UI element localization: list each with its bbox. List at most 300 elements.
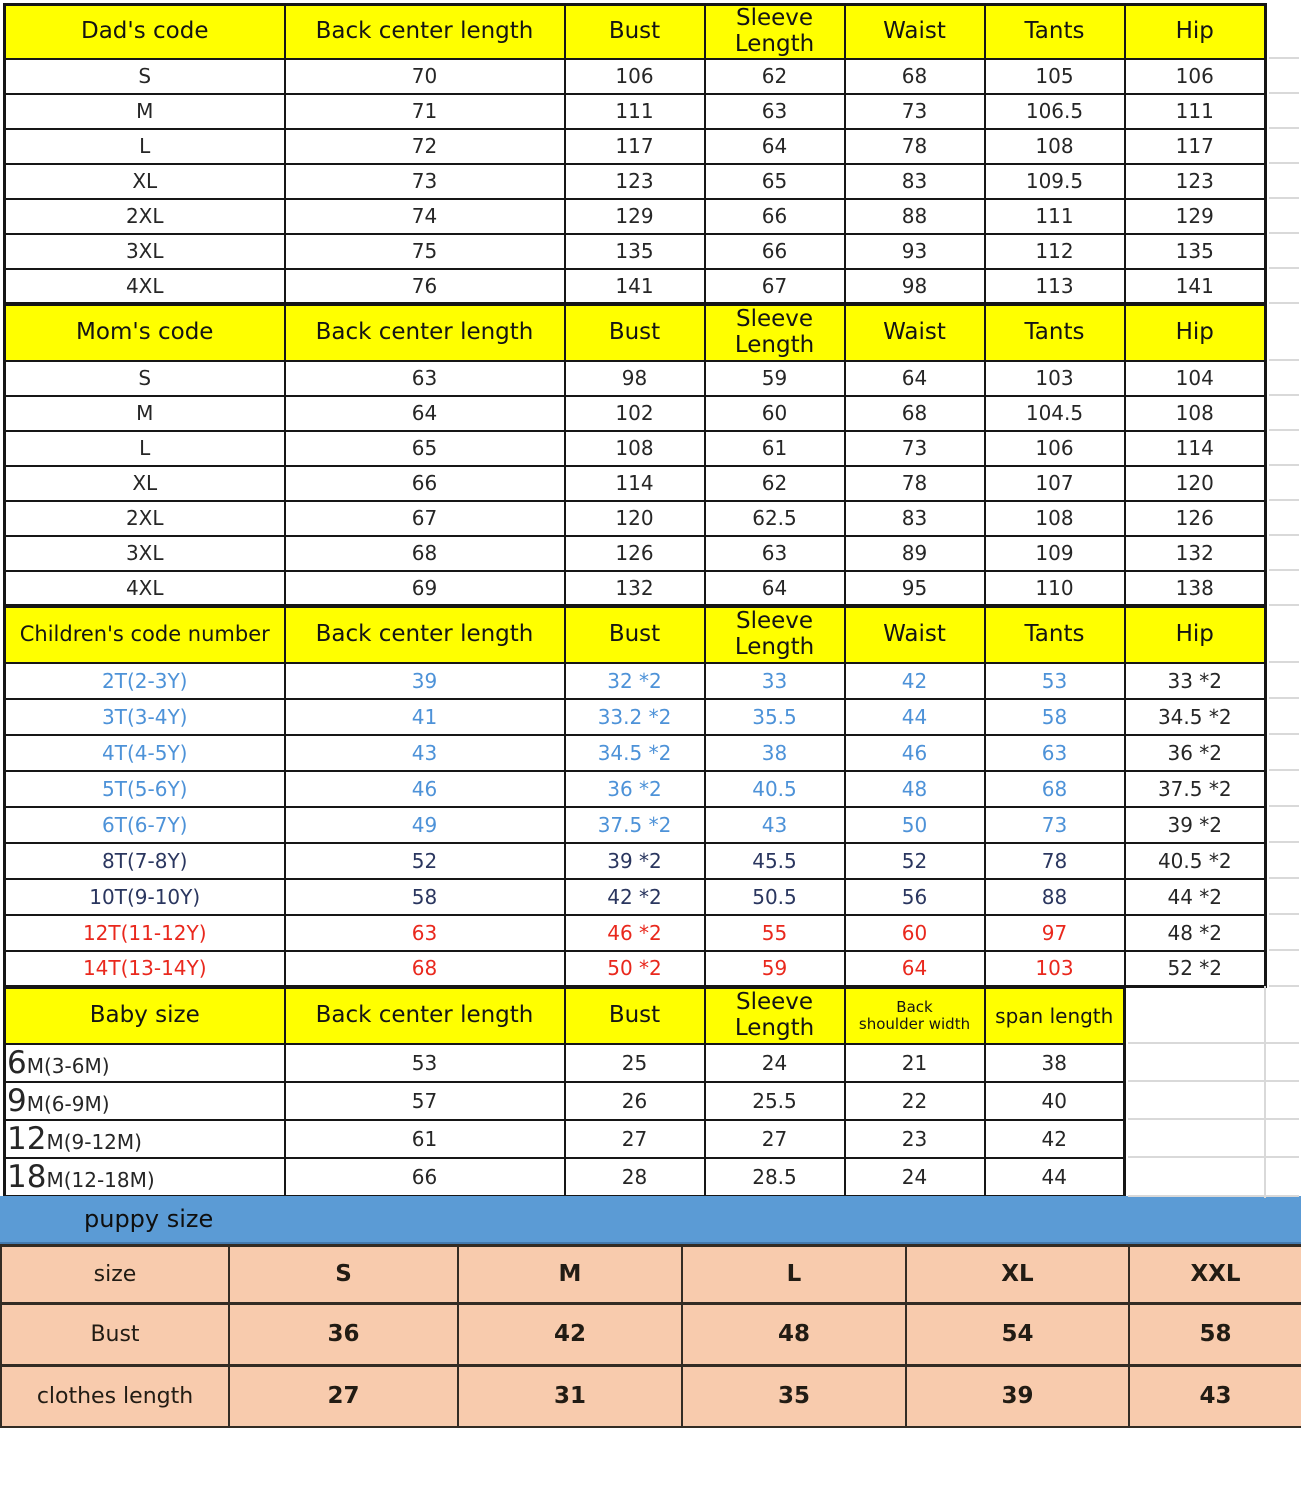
data-cell: 50 bbox=[845, 807, 985, 843]
header-cell: Back center length bbox=[285, 988, 565, 1044]
data-cell: 25.5 bbox=[705, 1082, 845, 1120]
data-cell: 117 bbox=[1125, 129, 1266, 164]
header-row bbox=[5, 305, 1266, 361]
header-cell: S bbox=[229, 1245, 458, 1303]
data-cell: 106.5 bbox=[985, 94, 1125, 129]
table-row bbox=[5, 536, 1266, 571]
data-cell: 31 bbox=[458, 1365, 682, 1427]
grid-line bbox=[1269, 57, 1299, 59]
header-cell: Hip bbox=[1125, 607, 1266, 663]
data-cell: 34.5 *2 bbox=[1125, 699, 1266, 735]
row-label-cell: size bbox=[1, 1245, 229, 1303]
data-cell: 78 bbox=[845, 129, 985, 164]
data-cell: 64 bbox=[285, 396, 565, 431]
data-cell: 89 bbox=[845, 536, 985, 571]
row-label-cell: M bbox=[5, 94, 285, 129]
grid-line bbox=[1269, 913, 1299, 915]
grid-line bbox=[1269, 877, 1299, 879]
data-cell: 24 bbox=[705, 1044, 845, 1082]
data-cell: 44 bbox=[985, 1158, 1125, 1197]
grid-line bbox=[1269, 394, 1299, 396]
data-cell: 123 bbox=[1125, 164, 1266, 199]
data-cell: 58 bbox=[985, 699, 1125, 735]
data-cell: 117 bbox=[565, 129, 705, 164]
grid-line bbox=[1269, 464, 1299, 466]
data-cell: 64 bbox=[845, 951, 985, 987]
data-cell: 48 *2 bbox=[1125, 915, 1266, 951]
header-cell: Sleeve Length bbox=[705, 607, 845, 663]
puppy-band-label: puppy size bbox=[84, 1204, 214, 1233]
data-cell: 78 bbox=[985, 843, 1125, 879]
table-row bbox=[5, 466, 1266, 501]
table-row bbox=[5, 431, 1266, 466]
grid-line bbox=[1269, 985, 1299, 987]
data-cell: 55 bbox=[705, 915, 845, 951]
table-row bbox=[5, 771, 1266, 807]
data-cell: 27 bbox=[565, 1120, 705, 1158]
data-cell: 83 bbox=[845, 164, 985, 199]
data-cell: 49 bbox=[285, 807, 565, 843]
data-cell: 73 bbox=[845, 431, 985, 466]
data-cell: 106 bbox=[985, 431, 1125, 466]
data-cell: 83 bbox=[845, 501, 985, 536]
header-cell: L bbox=[682, 1245, 906, 1303]
table-row bbox=[5, 879, 1266, 915]
data-cell: 132 bbox=[1125, 536, 1266, 571]
data-cell: 58 bbox=[285, 879, 565, 915]
grid-line bbox=[1269, 302, 1299, 304]
data-cell: 132 bbox=[565, 571, 705, 606]
data-cell: 21 bbox=[845, 1044, 985, 1082]
row-label-cell: XL bbox=[5, 164, 285, 199]
data-cell: 104 bbox=[1125, 361, 1266, 396]
data-cell: 108 bbox=[985, 501, 1125, 536]
data-cell: 59 bbox=[705, 361, 845, 396]
row-label-cell: 5T(5-6Y) bbox=[5, 771, 285, 807]
data-cell: 73 bbox=[285, 164, 565, 199]
row-label-big-digit: 9 bbox=[7, 1082, 27, 1119]
header-cell: Children's code number bbox=[5, 607, 285, 663]
data-cell: 48 bbox=[845, 771, 985, 807]
data-cell: 58 bbox=[1129, 1303, 1301, 1365]
data-cell: 39 bbox=[285, 663, 565, 699]
data-cell: 64 bbox=[705, 129, 845, 164]
data-cell: 22 bbox=[845, 1082, 985, 1120]
row-label-cell: L bbox=[5, 129, 285, 164]
data-cell: 68 bbox=[845, 396, 985, 431]
data-cell: 114 bbox=[565, 466, 705, 501]
data-cell: 66 bbox=[285, 466, 565, 501]
data-cell: 98 bbox=[845, 269, 985, 304]
data-cell: 129 bbox=[565, 199, 705, 234]
data-cell: 38 bbox=[705, 735, 845, 771]
grid-line bbox=[1269, 534, 1299, 536]
data-cell: 63 bbox=[285, 915, 565, 951]
row-label-cell: 3XL bbox=[5, 536, 285, 571]
data-cell: 67 bbox=[705, 269, 845, 304]
data-cell: 68 bbox=[845, 59, 985, 94]
header-cell: M bbox=[458, 1245, 682, 1303]
data-cell: 73 bbox=[845, 94, 985, 129]
table-row bbox=[5, 663, 1266, 699]
data-cell: 111 bbox=[1125, 94, 1266, 129]
header-cell: Sleeve Length bbox=[705, 5, 845, 59]
data-cell: 106 bbox=[1125, 59, 1266, 94]
table-row bbox=[5, 915, 1266, 951]
header-cell: Bust bbox=[565, 305, 705, 361]
grid-line bbox=[1269, 162, 1299, 164]
puppy-size-band bbox=[0, 1196, 1301, 1244]
grid-line bbox=[1269, 841, 1299, 843]
data-cell: 141 bbox=[565, 269, 705, 304]
data-cell: 36 *2 bbox=[565, 771, 705, 807]
data-cell: 36 bbox=[229, 1303, 458, 1365]
data-cell: 107 bbox=[985, 466, 1125, 501]
header-cell: Back center length bbox=[285, 607, 565, 663]
data-cell: 138 bbox=[1125, 571, 1266, 606]
data-cell: 103 bbox=[985, 951, 1125, 987]
dads-size-table bbox=[3, 3, 1267, 305]
data-cell: 44 *2 bbox=[1125, 879, 1266, 915]
header-cell: span length bbox=[985, 988, 1125, 1044]
data-cell: 25 bbox=[565, 1044, 705, 1082]
grid-line bbox=[1269, 949, 1299, 951]
data-cell: 50 *2 bbox=[565, 951, 705, 987]
header-cell: Hip bbox=[1125, 5, 1266, 59]
header-cell: XL bbox=[906, 1245, 1129, 1303]
row-label-cell: 2T(2-3Y) bbox=[5, 663, 285, 699]
data-cell: 35.5 bbox=[705, 699, 845, 735]
data-cell: 63 bbox=[985, 735, 1125, 771]
header-cell: XXL bbox=[1129, 1245, 1301, 1303]
data-cell: 62.5 bbox=[705, 501, 845, 536]
row-label-cell: 4XL bbox=[5, 571, 285, 606]
data-cell: 135 bbox=[565, 234, 705, 269]
data-cell: 61 bbox=[705, 431, 845, 466]
header-cell: Mom's code bbox=[5, 305, 285, 361]
data-cell: 66 bbox=[705, 199, 845, 234]
row-label-cell: 12T(11-12Y) bbox=[5, 915, 285, 951]
data-cell: 53 bbox=[285, 1044, 565, 1082]
data-cell: 53 bbox=[985, 663, 1125, 699]
data-cell: 108 bbox=[985, 129, 1125, 164]
data-cell: 98 bbox=[565, 361, 705, 396]
data-cell: 35 bbox=[682, 1365, 906, 1427]
table-row bbox=[5, 94, 1266, 129]
data-cell: 65 bbox=[705, 164, 845, 199]
grid-line bbox=[1269, 127, 1299, 129]
data-cell: 102 bbox=[565, 396, 705, 431]
header-cell: Sleeve Length bbox=[705, 305, 845, 361]
row-label-cell: 9M(6-9M) bbox=[5, 1082, 285, 1120]
row-label-big-digit: 18 bbox=[7, 1158, 47, 1195]
grid-line bbox=[1269, 359, 1299, 361]
grid-line bbox=[1269, 92, 1299, 94]
row-label-cell: 6M(3-6M) bbox=[5, 1044, 285, 1082]
row-label-cell: 8T(7-8Y) bbox=[5, 843, 285, 879]
header-cell: Bust bbox=[565, 607, 705, 663]
data-cell: 39 *2 bbox=[1125, 807, 1266, 843]
data-cell: 52 bbox=[285, 843, 565, 879]
header-cell: Tants bbox=[985, 305, 1125, 361]
data-cell: 60 bbox=[845, 915, 985, 951]
data-cell: 75 bbox=[285, 234, 565, 269]
row-label-cell: XL bbox=[5, 466, 285, 501]
table-row bbox=[5, 199, 1266, 234]
data-cell: 39 bbox=[906, 1365, 1129, 1427]
data-cell: 40.5 bbox=[705, 771, 845, 807]
data-cell: 56 bbox=[845, 879, 985, 915]
header-row bbox=[5, 607, 1266, 663]
grid-line bbox=[1128, 1042, 1299, 1044]
data-cell: 36 *2 bbox=[1125, 735, 1266, 771]
data-cell: 65 bbox=[285, 431, 565, 466]
data-cell: 43 bbox=[705, 807, 845, 843]
grid-line bbox=[1269, 569, 1299, 571]
data-cell: 48 bbox=[682, 1303, 906, 1365]
grid-line bbox=[1269, 661, 1299, 663]
row-label-cell: 10T(9-10Y) bbox=[5, 879, 285, 915]
data-cell: 108 bbox=[565, 431, 705, 466]
header-cell: Back center length bbox=[285, 5, 565, 59]
table-row bbox=[5, 269, 1266, 304]
data-cell: 57 bbox=[285, 1082, 565, 1120]
grid-line bbox=[1264, 986, 1266, 1198]
data-cell: 70 bbox=[285, 59, 565, 94]
data-cell: 109 bbox=[985, 536, 1125, 571]
data-cell: 68 bbox=[285, 951, 565, 987]
header-cell: Waist bbox=[845, 5, 985, 59]
table-row bbox=[5, 361, 1266, 396]
grid-line bbox=[1269, 697, 1299, 699]
data-cell: 27 bbox=[229, 1365, 458, 1427]
data-cell: 129 bbox=[1125, 199, 1266, 234]
header-cell: Baby size bbox=[5, 988, 285, 1044]
row-label-big-digit: 6 bbox=[7, 1044, 27, 1081]
grid-line bbox=[1269, 769, 1299, 771]
row-label-cell: 4XL bbox=[5, 269, 285, 304]
puppy-size-table bbox=[0, 1244, 1301, 1429]
data-cell: 78 bbox=[845, 466, 985, 501]
data-cell: 120 bbox=[565, 501, 705, 536]
table-row bbox=[5, 807, 1266, 843]
table-row bbox=[5, 501, 1266, 536]
data-cell: 41 bbox=[285, 699, 565, 735]
data-cell: 54 bbox=[906, 1303, 1129, 1365]
data-cell: 76 bbox=[285, 269, 565, 304]
data-cell: 63 bbox=[705, 536, 845, 571]
data-cell: 69 bbox=[285, 571, 565, 606]
row-label-cell: Bust bbox=[1, 1303, 229, 1365]
data-cell: 88 bbox=[845, 199, 985, 234]
row-label-cell: 3XL bbox=[5, 234, 285, 269]
data-cell: 67 bbox=[285, 501, 565, 536]
table-row bbox=[5, 1082, 1125, 1120]
data-cell: 42 *2 bbox=[565, 879, 705, 915]
data-cell: 50.5 bbox=[705, 879, 845, 915]
data-cell: 46 bbox=[845, 735, 985, 771]
header-cell: Tants bbox=[985, 607, 1125, 663]
data-cell: 33 *2 bbox=[1125, 663, 1266, 699]
row-label-cell: 12M(9-12M) bbox=[5, 1120, 285, 1158]
row-label-cell: 14T(13-14Y) bbox=[5, 951, 285, 987]
data-cell: 62 bbox=[705, 59, 845, 94]
header-cell: Sleeve Length bbox=[705, 988, 845, 1044]
header-cell: Bust bbox=[565, 5, 705, 59]
data-cell: 27 bbox=[705, 1120, 845, 1158]
data-cell: 64 bbox=[845, 361, 985, 396]
data-cell: 45.5 bbox=[705, 843, 845, 879]
grid-line bbox=[1128, 1118, 1299, 1120]
data-cell: 28 bbox=[565, 1158, 705, 1197]
data-cell: 73 bbox=[985, 807, 1125, 843]
header-cell: Waist bbox=[845, 305, 985, 361]
row-label-cell: S bbox=[5, 361, 285, 396]
data-cell: 40.5 *2 bbox=[1125, 843, 1266, 879]
table-row bbox=[1, 1303, 1301, 1365]
table-row bbox=[5, 843, 1266, 879]
row-label-cell: 2XL bbox=[5, 199, 285, 234]
data-cell: 66 bbox=[285, 1158, 565, 1197]
data-cell: 112 bbox=[985, 234, 1125, 269]
data-cell: 135 bbox=[1125, 234, 1266, 269]
data-cell: 40 bbox=[985, 1082, 1125, 1120]
data-cell: 38 bbox=[985, 1044, 1125, 1082]
data-cell: 59 bbox=[705, 951, 845, 987]
data-cell: 105 bbox=[985, 59, 1125, 94]
data-cell: 32 *2 bbox=[565, 663, 705, 699]
data-cell: 26 bbox=[565, 1082, 705, 1120]
header-cell: Bust bbox=[565, 988, 705, 1044]
data-cell: 111 bbox=[565, 94, 705, 129]
data-cell: 74 bbox=[285, 199, 565, 234]
table-row bbox=[5, 699, 1266, 735]
header-row bbox=[1, 1245, 1301, 1303]
data-cell: 123 bbox=[565, 164, 705, 199]
table-row bbox=[5, 1120, 1125, 1158]
data-cell: 126 bbox=[1125, 501, 1266, 536]
header-cell: Back shoulder width bbox=[845, 988, 985, 1044]
data-cell: 68 bbox=[285, 536, 565, 571]
header-cell: Dad's code bbox=[5, 5, 285, 59]
data-cell: 42 bbox=[985, 1120, 1125, 1158]
row-label-cell: 4T(4-5Y) bbox=[5, 735, 285, 771]
data-cell: 33 bbox=[705, 663, 845, 699]
data-cell: 72 bbox=[285, 129, 565, 164]
table-row bbox=[5, 1158, 1125, 1197]
table-row bbox=[5, 735, 1266, 771]
data-cell: 60 bbox=[705, 396, 845, 431]
data-cell: 46 bbox=[285, 771, 565, 807]
table-row bbox=[5, 164, 1266, 199]
table-row bbox=[1, 1365, 1301, 1427]
data-cell: 64 bbox=[705, 571, 845, 606]
row-label-cell: L bbox=[5, 431, 285, 466]
row-label-cell: 18M(12-18M) bbox=[5, 1158, 285, 1197]
data-cell: 23 bbox=[845, 1120, 985, 1158]
data-cell: 104.5 bbox=[985, 396, 1125, 431]
row-label-cell: 6T(6-7Y) bbox=[5, 807, 285, 843]
grid-line bbox=[1128, 1080, 1299, 1082]
row-label-big-digit: 12 bbox=[7, 1120, 47, 1157]
data-cell: 24 bbox=[845, 1158, 985, 1197]
data-cell: 68 bbox=[985, 771, 1125, 807]
table-row bbox=[5, 571, 1266, 606]
data-cell: 52 bbox=[845, 843, 985, 879]
header-cell: Waist bbox=[845, 607, 985, 663]
childrens-size-table bbox=[3, 605, 1267, 988]
data-cell: 113 bbox=[985, 269, 1125, 304]
grid-line bbox=[1269, 499, 1299, 501]
table-row bbox=[5, 396, 1266, 431]
row-label-cell: clothes length bbox=[1, 1365, 229, 1427]
data-cell: 28.5 bbox=[705, 1158, 845, 1197]
grid-line bbox=[1269, 604, 1299, 606]
grid-line bbox=[1128, 1156, 1299, 1158]
data-cell: 46 *2 bbox=[565, 915, 705, 951]
grid-line bbox=[1269, 429, 1299, 431]
data-cell: 114 bbox=[1125, 431, 1266, 466]
header-row bbox=[5, 988, 1125, 1044]
data-cell: 43 bbox=[1129, 1365, 1301, 1427]
grid-line bbox=[1269, 232, 1299, 234]
data-cell: 34.5 *2 bbox=[565, 735, 705, 771]
header-cell: Tants bbox=[985, 5, 1125, 59]
table-row bbox=[5, 59, 1266, 94]
data-cell: 63 bbox=[705, 94, 845, 129]
data-cell: 42 bbox=[458, 1303, 682, 1365]
data-cell: 120 bbox=[1125, 466, 1266, 501]
baby-size-table bbox=[3, 986, 1126, 1198]
data-cell: 63 bbox=[285, 361, 565, 396]
size-tables-container bbox=[3, 3, 1301, 1198]
data-cell: 88 bbox=[985, 879, 1125, 915]
grid-line bbox=[1269, 805, 1299, 807]
table-row bbox=[5, 129, 1266, 164]
data-cell: 42 bbox=[845, 663, 985, 699]
data-cell: 37.5 *2 bbox=[565, 807, 705, 843]
data-cell: 111 bbox=[985, 199, 1125, 234]
header-cell: Back center length bbox=[285, 305, 565, 361]
table-row bbox=[5, 951, 1266, 987]
data-cell: 44 bbox=[845, 699, 985, 735]
grid-line bbox=[1269, 733, 1299, 735]
data-cell: 95 bbox=[845, 571, 985, 606]
table-row bbox=[5, 1044, 1125, 1082]
table-row bbox=[5, 234, 1266, 269]
row-label-cell: S bbox=[5, 59, 285, 94]
data-cell: 33.2 *2 bbox=[565, 699, 705, 735]
grid-line bbox=[1269, 197, 1299, 199]
moms-size-table bbox=[3, 303, 1267, 607]
data-cell: 52 *2 bbox=[1125, 951, 1266, 987]
data-cell: 43 bbox=[285, 735, 565, 771]
data-cell: 110 bbox=[985, 571, 1125, 606]
row-label-cell: M bbox=[5, 396, 285, 431]
data-cell: 93 bbox=[845, 234, 985, 269]
data-cell: 103 bbox=[985, 361, 1125, 396]
row-label-cell: 3T(3-4Y) bbox=[5, 699, 285, 735]
data-cell: 39 *2 bbox=[565, 843, 705, 879]
header-cell: Hip bbox=[1125, 305, 1266, 361]
data-cell: 108 bbox=[1125, 396, 1266, 431]
data-cell: 106 bbox=[565, 59, 705, 94]
header-row bbox=[5, 5, 1266, 59]
data-cell: 37.5 *2 bbox=[1125, 771, 1266, 807]
data-cell: 71 bbox=[285, 94, 565, 129]
grid-line bbox=[1128, 1195, 1299, 1197]
data-cell: 126 bbox=[565, 536, 705, 571]
